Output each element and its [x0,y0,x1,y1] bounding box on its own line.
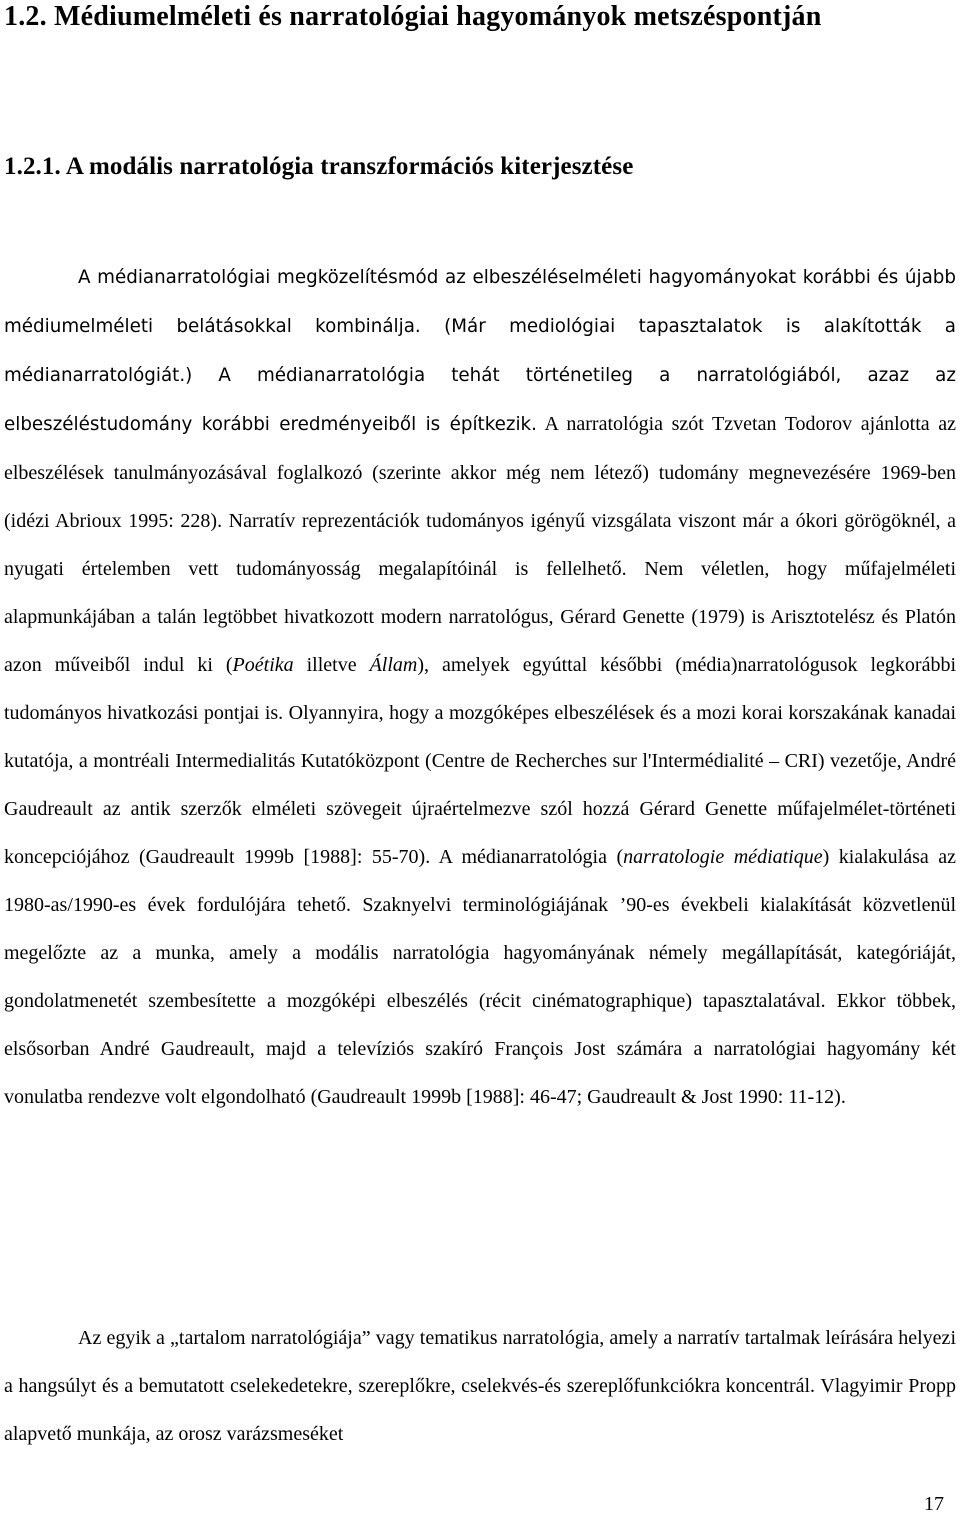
paragraph-1-part-f: ) kialakulása az 1980-as/1990-es évek fordulójára tehető. Szaknyelvi terminológiájának ’90-es évekbeli kialakítását közvetlenül megelőzte az a munka, amely a modális narratológia hagyományának némely megállapítását, kategóriáját, gondolatmenetét szembesítette a mozgóképi elbeszélés (récit cinématographique) tapasztalatával. Ekkor többek, elsősorban André Gaudreault, majd a televíziós szakíró François Jost számára a narratológiai hagyomány két vonulatba rendezve volt elgondolható (Gaudreault 1999b [1988]: 46-47; Gaudreault & Jost 1990: 11-12). [4,846,957,1108]
narratologie-mediatique-term: narratologie médiatique [623,846,823,868]
subsection-heading: 1.2.1. A modális narratológia transzformációs kiterjesztése [4,153,634,180]
paragraph-1-part-e: ), amelyek egyúttal későbbi (média)narratológusok legkorábbi tudományos hivatkozási pontjai is. Olyannyira, hogy a mozgóképes elbeszélések és a mozi korai korszakának kanadai kutatója, a montréali Intermedialitás Kutatóközpont (Centre de Recherches sur l'Intermédialité – CRI) vezetője, André Gaudreault az antik szerzők elméleti szövegeit újraértelmezve szól hozzá Gérard Genette műfajelmélet-történeti koncepciójához (Gaudreault 1999b [1988]: 55-70). A médianarratológia ( [4,654,956,868]
paragraph-1 [4,253,956,1121]
allam-title: Állam [369,654,418,676]
paragraph-1-sans-part: A médianarratológiai megközelítésmód az elbeszéléselméleti hagyományokat korábbi és újabb médiumelméleti belátásokkal kombinálja. (Már mediológiai tapasztalatok is alakították a médianarratológiát.) A médianarratológia tehát történetileg a narratológiából, azaz az elbeszéléstudomány korábbi eredményeiből is építkezik. [4,267,956,435]
page-number: 17 [924,1493,944,1515]
paragraph-2-text: Az egyik a „tartalom narratológiája” vagy tematikus narratológia, amely a narratív tartalmak leírására helyezi a hangsúlyt és a bemutatott cselekedetekre, szereplőkre, cselekvés-és szereplőfunkciókra koncentrál. Vlagyimir Propp alapvető munkája, az orosz varázsmeséket [4,1327,956,1445]
poetika-title: Poétika [232,654,294,676]
paragraph-1-part-d: illetve [293,654,370,676]
paragraph-2 [4,1314,956,1458]
section-heading: 1.2. Médiumelméleti és narratológiai hagyományok metszéspontján [4,1,822,32]
paragraph-1-part-b: A narratológia szót Tzvetan Todorov ajánlotta az elbeszélések tanulmányozásával foglalkozó (szerinte akkor még nem létező) tudomány megnevezésére 1969-ben (idézi Abrioux 1995: 228). [4,413,956,532]
paragraph-1-part-c: Narratív reprezentációk tudományos igényű vizsgálata viszont már a ókori görögöknél, a nyugati értelemben vett tudományosság megalapítóinál is fellelhető. Nem véletlen, hogy műfajelméleti alapmunkájában a talán legtöbbet hivatkozott modern narratológus, Gérard Genette (1979) is Arisztotelész és Platón azon műveiből indul ki ( [4,510,956,676]
